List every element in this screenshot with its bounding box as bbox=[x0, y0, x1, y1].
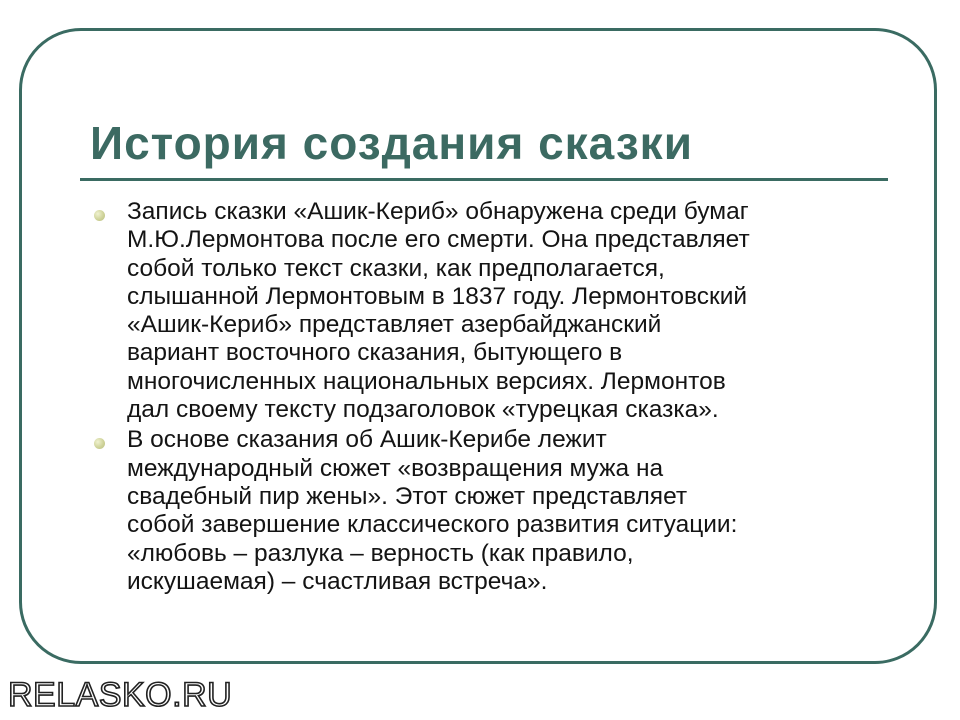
bullet-text-line: дал своему тексту подзаголовок «турецкая сказка». bbox=[127, 396, 719, 424]
slide-title: История создания сказки bbox=[90, 117, 693, 169]
bullet-text-line: слышанной Лермонтовым в 1837 году. Лермонтовский bbox=[127, 282, 748, 310]
bullet-text-line: «любовь – разлука – верность (как правило, bbox=[127, 539, 634, 567]
bullet-text-line: М.Ю.Лермонтова после его смерти. Она представляет bbox=[127, 226, 750, 254]
bullet-text-line: свадебный пир жены». Этот сюжет представляет bbox=[127, 482, 688, 510]
bullet-dot-icon bbox=[94, 438, 105, 449]
bullet-text-line: «Ашик-Кериб» представляет азербайджанский bbox=[127, 311, 662, 339]
bullet-item-1 bbox=[90, 198, 890, 424]
watermark-logo: RELASKO.RU bbox=[8, 676, 233, 714]
bullet-list bbox=[90, 198, 890, 598]
bullet-text-line: многочисленных национальных версиях. Лермонтов bbox=[127, 367, 726, 395]
bullet-text-line: вариант восточного сказания, бытующего в bbox=[127, 339, 623, 367]
title-divider bbox=[80, 178, 888, 181]
bullet-dot-icon bbox=[94, 210, 105, 221]
bullet-text-line: В основе сказания об Ашик-Керибе лежит bbox=[127, 426, 607, 454]
bullet-text-line: международный сюжет «возвращения мужа на bbox=[127, 454, 664, 482]
bullet-text-line: Запись сказки «Ашик-Кериб» обнаружена среди бумаг bbox=[127, 198, 749, 225]
bullet-text-line: искушаемая) – счастливая встреча». bbox=[127, 567, 548, 595]
bullet-text-line: собой только текст сказки, как предполагается, bbox=[127, 254, 665, 282]
bullet-item-2 bbox=[90, 426, 890, 596]
bullet-text-line: собой завершение классического развития ситуации: bbox=[127, 511, 738, 539]
